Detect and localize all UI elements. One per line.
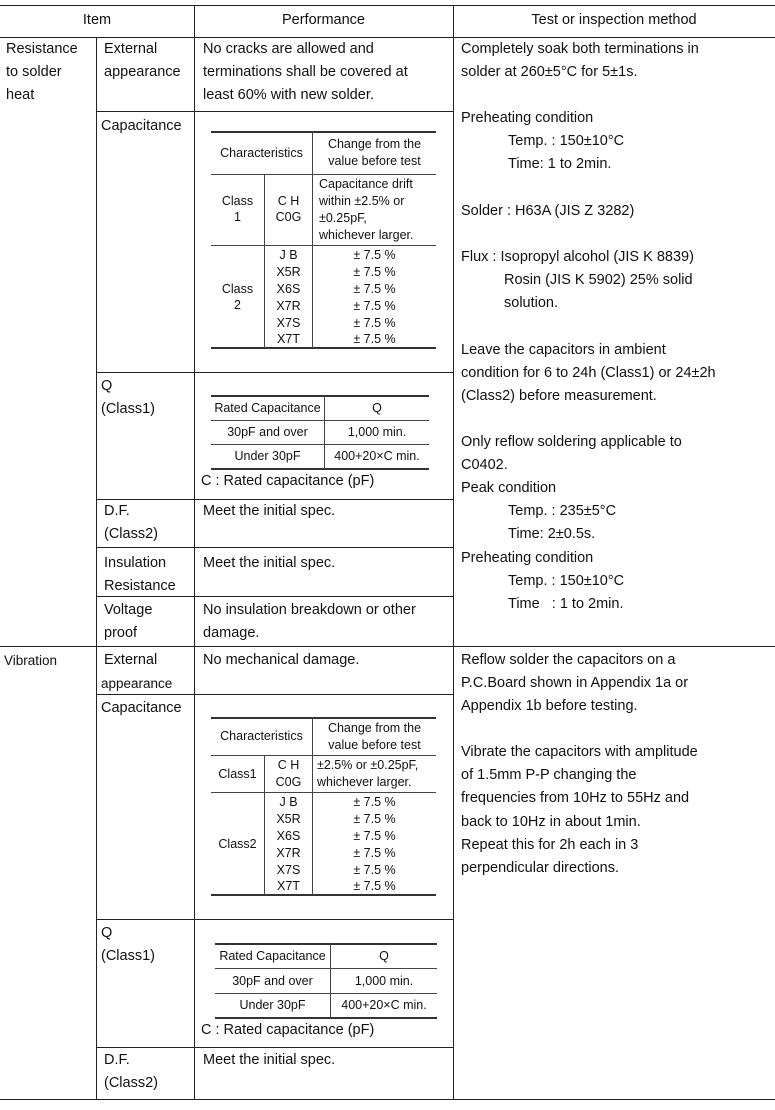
class-code: X6S	[276, 829, 301, 843]
q-cell: 400+20×C min.	[334, 449, 420, 463]
sub-item-label: Q	[101, 378, 113, 394]
class-value: whichever larger.	[317, 775, 412, 789]
class-value: within ±2.5% or	[319, 194, 405, 208]
item-label: heat	[6, 87, 35, 103]
subtable-rule	[211, 131, 436, 133]
test-text: Appendix 1b before testing.	[461, 698, 638, 714]
class-value: ± 7.5 %	[353, 812, 396, 826]
class-value: ± 7.5 %	[353, 332, 396, 346]
cap-header-change: value before test	[328, 738, 421, 752]
test-text: C0402.	[461, 457, 508, 473]
performance-text: Meet the initial spec.	[203, 1052, 336, 1068]
subtable-rule	[211, 395, 429, 397]
class-value: ± 7.5 %	[353, 248, 396, 262]
col-divider	[453, 5, 454, 1100]
q-header-rated: Rated Capacitance	[219, 949, 326, 963]
test-text: condition for 6 to 24h (Class1) or 24±2h	[461, 365, 716, 381]
class-label: 2	[234, 298, 241, 312]
test-text: Reflow solder the capacitors on a	[461, 652, 676, 668]
class-code: X5R	[276, 265, 301, 279]
test-text: Preheating condition	[461, 110, 594, 126]
sub-item-label: D.F.	[104, 1052, 130, 1068]
class-label: Class1	[218, 767, 257, 781]
col-divider	[194, 5, 195, 1100]
class-label: Class	[221, 282, 254, 296]
cap-header-change: Change from the	[327, 137, 422, 151]
q-header-q: Q	[372, 401, 382, 415]
test-text: P.C.Board shown in Appendix 1a or	[461, 675, 689, 691]
test-text: Peak condition	[461, 480, 557, 496]
q-note: C : Rated capacitance (pF)	[201, 473, 375, 489]
sub-item-label: D.F.	[104, 503, 130, 519]
class-label: Class	[221, 194, 254, 208]
q-cell: Under 30pF	[239, 998, 306, 1012]
performance-text: least 60% with new solder.	[203, 87, 374, 103]
test-text: solder at 260±5°C for 5±1s.	[461, 64, 638, 80]
subtable-rule	[215, 943, 437, 945]
subtable-rule	[211, 174, 436, 175]
class-code: J B	[279, 795, 298, 809]
sub-item-label: Capacitance	[101, 700, 182, 716]
class-code: C H	[277, 194, 300, 208]
q-cell: 30pF and over	[232, 974, 313, 988]
row-divider	[96, 111, 453, 112]
test-text: Time: 2±0.5s.	[508, 526, 596, 542]
q-cell: 30pF and over	[227, 425, 308, 439]
sub-item-label: External	[104, 41, 158, 57]
class-value: ± 7.5 %	[353, 846, 396, 860]
class-value: ± 7.5 %	[353, 829, 396, 843]
row-divider	[96, 919, 453, 920]
test-text: Temp. : 235±5°C	[508, 503, 617, 519]
q-note: C : Rated capacitance (pF)	[201, 1022, 375, 1038]
class-code: C0G	[275, 210, 302, 224]
performance-text: terminations shall be covered at	[203, 64, 408, 80]
class-value: ± 7.5 %	[353, 795, 396, 809]
row-divider	[96, 1047, 453, 1048]
cap-header-change: value before test	[328, 154, 421, 168]
sub-item-label: (Class2)	[104, 1075, 158, 1091]
sub-item-label: proof	[104, 625, 138, 641]
test-text: of 1.5mm P-P changing the	[461, 767, 637, 783]
class-code: X7S	[276, 863, 301, 877]
q-header-q: Q	[379, 949, 389, 963]
subtable-rule	[215, 993, 437, 994]
cap-header-change: Change from the	[327, 721, 422, 735]
subtable-rule	[211, 420, 429, 421]
class-value: whichever larger.	[319, 228, 414, 242]
test-text: solution.	[504, 295, 559, 311]
subtable-rule	[211, 755, 436, 756]
class-code: X7S	[276, 316, 301, 330]
test-text: Time : 1 to 2min.	[508, 596, 624, 612]
class-code: X7R	[276, 846, 301, 860]
test-text: back to 10Hz in about 1min.	[461, 814, 641, 830]
header-test-method: Test or inspection method	[531, 12, 697, 28]
item-label: to solder	[6, 64, 62, 80]
performance-text: No cracks are allowed and	[203, 41, 374, 57]
test-text: Temp. : 150±10°C	[508, 133, 625, 149]
test-text: perpendicular directions.	[461, 860, 619, 876]
col-divider	[96, 37, 97, 1100]
subtable-rule	[211, 717, 436, 719]
test-text: Rosin (JIS K 5902) 25% solid	[504, 272, 693, 288]
sub-item-label: Voltage	[104, 602, 153, 618]
sub-item-label: appearance	[101, 676, 173, 691]
q-cell: 400+20×C min.	[341, 998, 427, 1012]
class-code: C0G	[275, 775, 302, 789]
header-performance: Performance	[281, 12, 365, 28]
row-divider	[96, 372, 453, 373]
test-text: Temp. : 150±10°C	[508, 573, 625, 589]
sub-item-label: (Class2)	[104, 526, 158, 542]
cap-header-characteristics: Characteristics	[220, 146, 303, 160]
class-value: Capacitance drift	[319, 177, 413, 191]
class-value: ±2.5% or ±0.25pF,	[317, 758, 419, 772]
class-label: Class2	[218, 837, 257, 851]
sub-item-label: Q	[101, 925, 113, 941]
section-divider	[0, 646, 775, 647]
performance-text: No insulation breakdown or other	[203, 602, 416, 618]
cap-header-characteristics: Characteristics	[220, 729, 303, 743]
class-value: ± 7.5 %	[353, 265, 396, 279]
subtable-rule	[215, 968, 437, 969]
class-code: X6S	[276, 282, 301, 296]
class-value: ± 7.5 %	[353, 299, 396, 313]
q-cell: 1,000 min.	[347, 425, 407, 439]
item-label: Vibration	[4, 653, 58, 668]
class-value: ± 7.5 %	[353, 863, 396, 877]
table-bottom-border	[0, 1099, 775, 1100]
class-code: C H	[277, 758, 300, 772]
item-label: Resistance	[6, 41, 78, 57]
test-text: Completely soak both terminations in	[461, 41, 699, 57]
test-text: Only reflow soldering applicable to	[461, 434, 682, 450]
class-label: 1	[234, 210, 241, 224]
class-code: X7T	[277, 879, 300, 893]
q-header-rated: Rated Capacitance	[214, 401, 321, 415]
sub-item-label: External	[104, 652, 158, 668]
row-divider	[96, 547, 453, 548]
class-code: X7T	[277, 332, 300, 346]
class-value: ± 7.5 %	[353, 316, 396, 330]
test-text: Vibrate the capacitors with amplitude	[461, 744, 698, 760]
test-text: frequencies from 10Hz to 55Hz and	[461, 790, 690, 806]
test-text: Preheating condition	[461, 550, 594, 566]
test-text: (Class2) before measurement.	[461, 388, 657, 404]
class-value: ± 7.5 %	[353, 879, 396, 893]
q-cell: Under 30pF	[234, 449, 301, 463]
performance-text: damage.	[203, 625, 260, 641]
performance-text: No mechanical damage.	[203, 652, 360, 668]
subtable-rule	[211, 444, 429, 445]
table-top-border	[0, 5, 775, 6]
performance-text: Meet the initial spec.	[203, 555, 336, 571]
subtable-rule	[211, 792, 436, 793]
header-item: Item	[82, 12, 112, 28]
performance-text: Meet the initial spec.	[203, 503, 336, 519]
sub-item-label: Resistance	[104, 578, 176, 594]
q-cell: 1,000 min.	[354, 974, 414, 988]
class-value: ± 7.5 %	[353, 282, 396, 296]
sub-item-label: (Class1)	[101, 401, 155, 417]
class-value: ±0.25pF,	[319, 211, 367, 225]
subtable-rule	[211, 245, 436, 246]
test-text: Time: 1 to 2min.	[508, 156, 612, 172]
test-text: Flux : Isopropyl alcohol (JIS K 8839)	[461, 249, 694, 265]
class-code: X5R	[276, 812, 301, 826]
test-text: Repeat this for 2h each in 3	[461, 837, 639, 853]
test-text: Solder : H63A (JIS Z 3282)	[461, 203, 635, 219]
sub-item-label: (Class1)	[101, 948, 155, 964]
sub-item-label: Capacitance	[101, 118, 182, 134]
class-code: X7R	[276, 299, 301, 313]
test-text: Leave the capacitors in ambient	[461, 342, 666, 358]
sub-item-label: Insulation	[104, 555, 167, 571]
sub-item-label: appearance	[104, 64, 181, 80]
class-code: J B	[279, 248, 298, 262]
